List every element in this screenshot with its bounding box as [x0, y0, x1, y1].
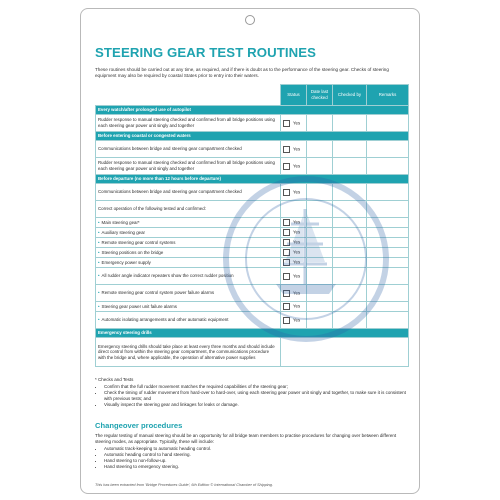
remarks-cell[interactable]	[367, 218, 409, 228]
row-label: Remote steering gear control systems	[101, 239, 176, 245]
checked-by-cell[interactable]	[333, 285, 367, 302]
remarks-cell[interactable]	[367, 158, 409, 175]
remarks-cell[interactable]	[367, 285, 409, 302]
checked-by-cell[interactable]	[333, 115, 367, 132]
yes-label: Yes	[293, 189, 301, 195]
checked-by-cell[interactable]	[333, 312, 367, 329]
checked-by-cell[interactable]	[333, 218, 367, 228]
checks-and-tests	[95, 377, 407, 408]
date-last-checked-cell[interactable]	[307, 312, 333, 329]
section-heading: Before departure (no more than 12 hours before departure)	[96, 175, 409, 184]
tests-heading: * Checks and Tests	[95, 377, 134, 382]
row-label: Auxiliary steering gear	[101, 229, 145, 235]
row-text	[96, 201, 281, 218]
status-cell	[281, 302, 307, 312]
row-label: Communications between bridge and steering gear compartment checked	[98, 146, 242, 152]
footer-note: This has been extracted from 'Bridge Procedures Guide', 6th Edition © International Chamber of Shipping.	[95, 483, 273, 487]
bullet-icon: •	[98, 317, 100, 323]
checked-by-cell[interactable]	[333, 201, 367, 218]
checklist-row	[96, 285, 409, 302]
row-text	[96, 302, 281, 312]
checked-by-cell[interactable]	[333, 248, 367, 258]
remarks-cell[interactable]	[367, 201, 409, 218]
row-label: All rudder angle indicator repeaters show the correct rudder position	[101, 273, 234, 279]
remarks-cell[interactable]	[367, 141, 409, 158]
checklist-row	[96, 115, 409, 132]
status-cell	[281, 141, 307, 158]
status-cell	[281, 218, 307, 228]
date-last-checked-cell[interactable]	[307, 258, 333, 268]
checklist-row	[96, 312, 409, 329]
intro-text: These routines should be carried out at any time, as required, and if there is doubt as to the performance of the steering gear. Checks of steering equipment may also be required by coastal States prior to entry into their waters.	[95, 67, 389, 79]
row-label: Rudder response to manual steering checked and confirmed from all bridge positions using each steering gear power unit singly and together	[98, 160, 275, 171]
remarks-cell[interactable]	[367, 228, 409, 238]
row-text	[96, 115, 281, 132]
status-checkbox[interactable]	[283, 290, 290, 297]
row-label: Automatic isolating arrangements and other automatic equipment	[101, 317, 229, 323]
status-cell	[281, 201, 307, 218]
changeover-list	[95, 446, 407, 470]
yes-label: Yes	[293, 290, 301, 296]
row-label: Remote steering gear control system power failure alarms	[101, 290, 215, 296]
row-label: Emergency power supply	[101, 259, 151, 265]
status-checkbox[interactable]	[283, 219, 290, 226]
status-cell	[281, 184, 307, 201]
yes-label: Yes	[293, 273, 301, 279]
changeover-item: • Automatic heading control to hand steering.	[104, 452, 407, 458]
date-last-checked-cell[interactable]	[307, 248, 333, 258]
date-last-checked-cell[interactable]	[307, 158, 333, 175]
changeover-item: • Automatic track-keeping to automatic heading control.	[104, 446, 407, 452]
hanging-hole	[245, 15, 255, 25]
checklist-row	[96, 268, 409, 285]
row-text	[96, 285, 281, 302]
changeover-text: The regular testing of manual steering should be an opportunity for all bridge team members to practise procedures for changing over between different steering modes, as appropriate. Typically, these will include:	[95, 433, 397, 444]
status-checkbox[interactable]	[283, 146, 290, 153]
checklist-row	[96, 184, 409, 201]
header-checked-by: Checked by	[333, 85, 367, 106]
remarks-cell[interactable]	[367, 115, 409, 132]
status-cell	[281, 285, 307, 302]
test-item: • Confirm that the full rudder movement matches the required capabilities of the steering gear;	[104, 384, 407, 390]
checklist-row	[96, 158, 409, 175]
checked-by-cell[interactable]	[333, 228, 367, 238]
reference-card	[80, 8, 420, 494]
yes-label: Yes	[293, 317, 301, 323]
bullet-icon: •	[98, 249, 100, 255]
status-checkbox[interactable]	[283, 317, 290, 324]
date-last-checked-cell[interactable]	[307, 184, 333, 201]
changeover-item: • Hand steering to non-follow-up.	[104, 458, 407, 464]
yes-label: Yes	[293, 163, 301, 169]
date-last-checked-cell[interactable]	[307, 218, 333, 228]
section-header-row	[96, 132, 409, 141]
checklist-row	[96, 228, 409, 238]
checklist-row	[96, 238, 409, 248]
checked-by-cell[interactable]	[333, 238, 367, 248]
empty-cells	[281, 338, 409, 367]
row-text	[96, 258, 281, 268]
remarks-cell[interactable]	[367, 302, 409, 312]
row-label: Main steering gear*	[101, 219, 140, 225]
row-label: Steering positions on the bridge	[101, 249, 164, 255]
section-header-row	[96, 329, 409, 338]
row-text	[96, 238, 281, 248]
row-text	[96, 312, 281, 329]
checked-by-cell[interactable]	[333, 268, 367, 285]
remarks-cell[interactable]	[367, 268, 409, 285]
checklist-row	[96, 218, 409, 228]
checklist-row	[96, 248, 409, 258]
yes-label: Yes	[293, 239, 301, 245]
checklist-row	[96, 338, 409, 367]
row-label: Rudder response to manual steering checked and confirmed from all bridge positions using each steering gear power unit singly and together	[98, 117, 275, 128]
section-header-row	[96, 106, 409, 115]
row-text	[96, 268, 281, 285]
date-last-checked-cell[interactable]	[307, 228, 333, 238]
remarks-cell[interactable]	[367, 248, 409, 258]
status-cell	[281, 115, 307, 132]
yes-label: Yes	[293, 259, 301, 265]
bullet-icon: •	[98, 219, 100, 225]
checked-by-cell[interactable]	[333, 184, 367, 201]
yes-label: Yes	[293, 146, 301, 152]
changeover-item: • Hand steering to emergency steering.	[104, 464, 407, 470]
row-text	[96, 218, 281, 228]
status-checkbox[interactable]	[283, 249, 290, 256]
checked-by-cell[interactable]	[333, 141, 367, 158]
checklist-row	[96, 141, 409, 158]
date-last-checked-cell[interactable]	[307, 268, 333, 285]
yes-label: Yes	[293, 120, 301, 126]
remarks-cell[interactable]	[367, 238, 409, 248]
header-blank	[96, 85, 281, 106]
date-last-checked-cell[interactable]	[307, 302, 333, 312]
status-cell	[281, 228, 307, 238]
status-cell	[281, 258, 307, 268]
date-last-checked-cell[interactable]	[307, 115, 333, 132]
row-text	[96, 184, 281, 201]
row-text	[96, 248, 281, 258]
status-checkbox[interactable]	[283, 229, 290, 236]
status-checkbox[interactable]	[283, 120, 290, 127]
date-last-checked-cell[interactable]	[307, 238, 333, 248]
section-header-row	[96, 175, 409, 184]
bullet-icon: •	[98, 229, 100, 235]
row-text	[96, 338, 281, 367]
status-checkbox[interactable]	[283, 273, 290, 280]
test-item: • Check the timing of rudder movement from hard-over to hard-over, using each steering gear power unit singly and together, to make sure it is consistent with previous tests; and	[104, 390, 407, 402]
status-checkbox[interactable]	[283, 303, 290, 310]
bullet-icon: •	[98, 259, 100, 265]
yes-label: Yes	[293, 249, 301, 255]
checked-by-cell[interactable]	[333, 258, 367, 268]
header-date-last-checked: Date last checked	[307, 85, 333, 106]
row-text	[96, 158, 281, 175]
date-last-checked-cell[interactable]	[307, 141, 333, 158]
header-status: Status	[281, 85, 307, 106]
status-cell	[281, 312, 307, 329]
row-label: Emergency steering drills should take place at least every three months and should include direct control from within the steering gear compartment, the communications procedure with the bridge and, where applicable, the operation of alternative power supplies	[98, 343, 275, 360]
status-checkbox[interactable]	[283, 189, 290, 196]
checked-by-cell[interactable]	[333, 302, 367, 312]
yes-label: Yes	[293, 219, 301, 225]
yes-label: Yes	[293, 229, 301, 235]
date-last-checked-cell[interactable]	[307, 285, 333, 302]
status-cell	[281, 238, 307, 248]
header-remarks: Remarks	[367, 85, 409, 106]
status-checkbox[interactable]	[283, 163, 290, 170]
bullet-icon: •	[98, 239, 100, 245]
checklist-row	[96, 302, 409, 312]
tests-list	[95, 384, 407, 408]
section-heading: Every watch/after prolonged use of autopilot	[96, 106, 409, 115]
checklist-row	[96, 258, 409, 268]
row-label: Steering gear power unit failure alarms	[101, 303, 177, 309]
remarks-cell[interactable]	[367, 184, 409, 201]
checklist-row	[96, 201, 409, 218]
remarks-cell[interactable]	[367, 258, 409, 268]
row-text	[96, 141, 281, 158]
date-last-checked-cell[interactable]	[307, 201, 333, 218]
section-heading: Before entering coastal or congested waters	[96, 132, 409, 141]
bullet-icon: •	[98, 303, 100, 309]
row-label: Communications between bridge and steering gear compartment checked	[98, 189, 242, 195]
test-item: • Visually inspect the steering gear and linkages for leaks or damage.	[104, 402, 407, 408]
checked-by-cell[interactable]	[333, 158, 367, 175]
bullet-icon: •	[98, 290, 100, 296]
status-checkbox[interactable]	[283, 239, 290, 246]
yes-label: Yes	[293, 303, 301, 309]
status-cell	[281, 268, 307, 285]
row-text	[96, 228, 281, 238]
section-heading: Emergency steering drills	[96, 329, 409, 338]
remarks-cell[interactable]	[367, 312, 409, 329]
changeover-section	[95, 433, 407, 470]
checklist-table	[95, 84, 409, 367]
status-cell	[281, 158, 307, 175]
row-label: Correct operation of the following tested and confirmed:	[98, 206, 206, 212]
status-checkbox[interactable]	[283, 259, 290, 266]
changeover-heading: Changeover procedures	[95, 421, 183, 430]
bullet-icon: •	[98, 273, 100, 279]
page-title: STEERING GEAR TEST ROUTINES	[95, 45, 317, 60]
status-cell	[281, 248, 307, 258]
